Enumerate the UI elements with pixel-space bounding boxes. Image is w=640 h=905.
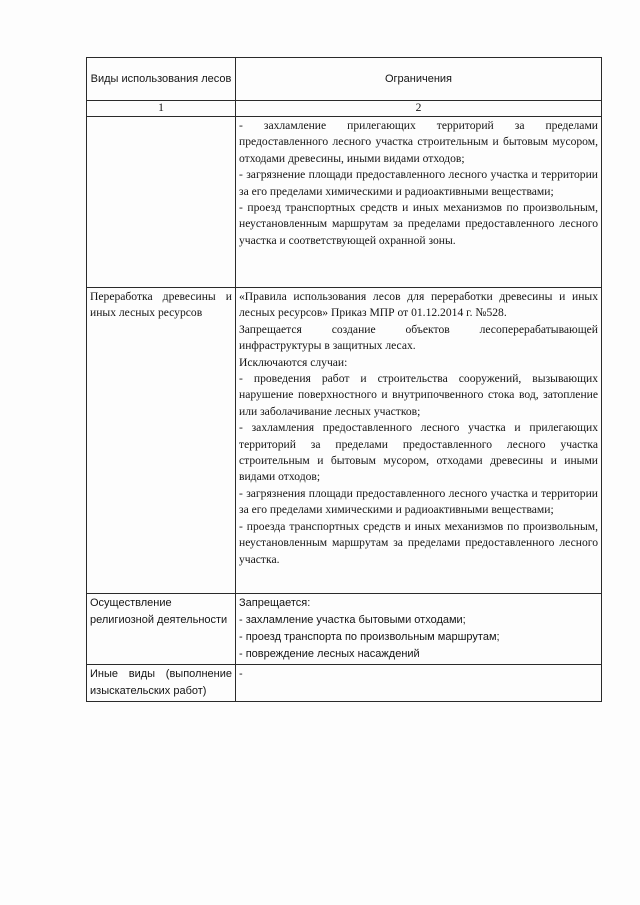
restriction-item: - проезд транспортных средств и иных механизмов по произвольным, неустановленным маршрутам за пределами предоставленного лесного участка и соответствующей охранной зоны. <box>239 201 598 247</box>
column-number-2: 2 <box>236 101 602 117</box>
restrictions-cell <box>236 665 602 702</box>
restriction-item: - захламления предоставленного лесного участка и прилегающих территорий за пределами предоставленного лесного участка строительным и бытовым мусором, отходами древесины и иными видами отходов; <box>239 421 598 484</box>
restrictions-cell <box>236 594 602 665</box>
header-forest-use-types: Виды использования лесов <box>87 58 236 101</box>
table-row <box>87 594 602 665</box>
restriction-item: - проведения работ и строительства сооружений, вызывающих нарушение поверхностного и внутрипочвенного стока вод, затопление или заболачивание лесных участков; <box>239 372 598 418</box>
restriction-item: - <box>239 668 243 680</box>
restrictions-table <box>86 57 602 702</box>
restriction-item: - захламление прилегающих территорий за пределами предоставленного лесного участка строительным и бытовым мусором, отходами древесины, иными видами отходов; <box>239 119 598 165</box>
table-row <box>87 665 602 702</box>
table-row <box>87 117 602 288</box>
column-number-row <box>87 101 602 117</box>
header-restrictions: Ограничения <box>236 58 602 101</box>
restrictions-cell <box>236 288 602 594</box>
use-type-cell: Переработка древесины и иных лесных ресурсов <box>87 288 236 594</box>
use-type-cell: Иные виды (выполнение изыскательских работ) <box>87 665 236 702</box>
restriction-item: Исключаются случаи: <box>239 355 348 369</box>
restriction-item: - захламление участка бытовыми отходами; <box>239 614 466 626</box>
use-type-cell: Осуществление религиозной деятельности <box>87 594 236 665</box>
restriction-item: - проезда транспортных средств и иных механизмов по произвольным, неустановленным маршрутам за пределами предоставленного лесного участка. <box>239 519 598 566</box>
restriction-item: - проезд транспорта по произвольным маршрутам; <box>239 631 500 643</box>
restriction-item: - загрязнение площади предоставленного лесного участка и территории за его пределами химическими и радиоактивными веществами; <box>239 168 598 198</box>
restriction-item: Запрещается создание объектов лесоперерабатывающей инфраструктуры в защитных лесах. <box>239 322 598 353</box>
use-type-cell <box>87 117 236 288</box>
table-header-row <box>87 58 602 101</box>
restriction-item: Запрещается: <box>239 597 311 609</box>
restriction-item: - повреждение лесных насаждений <box>239 648 420 660</box>
table-row <box>87 288 602 594</box>
restrictions-cell <box>236 117 602 288</box>
restriction-item: - загрязнения площади предоставленного лесного участка и территории за его пределами химическими и радиоактивными веществами; <box>239 486 598 517</box>
column-number-1: 1 <box>87 101 236 117</box>
restriction-item: «Правила использования лесов для переработки древесины и иных лесных ресурсов» Приказ МПР от 01.12.2014 г. №528. <box>239 290 598 320</box>
